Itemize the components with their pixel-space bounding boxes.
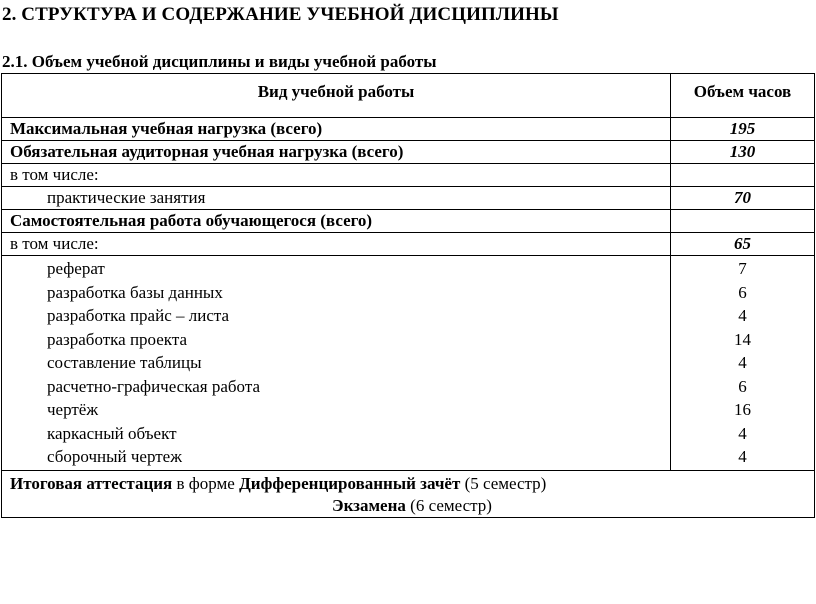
header-hours: Объем часов [671, 74, 815, 118]
exam-label: Экзамена [332, 495, 406, 515]
row-label: Максимальная учебная нагрузка (всего) [2, 118, 671, 141]
list-item-value: 7 [738, 259, 747, 278]
list-item: разработка прайс – листа [47, 306, 230, 325]
table-row [2, 233, 815, 256]
list-item-value: 14 [734, 329, 751, 349]
table-row [2, 210, 815, 233]
exam-semester: (6 семестр) [405, 495, 492, 515]
row-value: 195 [671, 118, 815, 141]
table-row [2, 118, 815, 141]
list-item-value: 4 [738, 423, 747, 443]
sub-items-values [671, 256, 815, 471]
list-item: реферат [47, 259, 105, 278]
final-assessment-line1 [10, 474, 546, 493]
assessment-type: Дифференцированный зачёт [239, 473, 461, 493]
final-assessment-row [2, 470, 815, 517]
row-label: в том числе: [2, 233, 671, 256]
row-label: практические занятия [2, 187, 671, 210]
list-item-value: 4 [738, 353, 747, 372]
sub-items-labels [2, 256, 671, 471]
assessment-label: Итоговая аттестация [10, 473, 173, 493]
final-assessment [2, 470, 815, 517]
list-item-value: 16 [734, 400, 751, 419]
row-value: 65 [671, 233, 815, 256]
list-item: каркасный объект [47, 423, 177, 443]
list-item: чертёж [47, 400, 99, 419]
row-value: 70 [671, 187, 815, 210]
list-item: составление таблицы [47, 353, 202, 372]
assessment-semester: (5 семестр) [460, 473, 547, 493]
row-value [671, 164, 815, 187]
list-item: расчетно-графическая работа [47, 376, 260, 396]
row-label: в том числе: [2, 164, 671, 187]
list-item-value: 4 [738, 447, 747, 466]
list-item: разработка проекта [47, 329, 188, 349]
table-row [2, 141, 815, 164]
row-value: 130 [671, 141, 815, 164]
list-item: разработка базы данных [47, 282, 223, 302]
row-label: Самостоятельная работа обучающегося (всего) [2, 210, 671, 233]
list-item-value: 6 [738, 282, 747, 302]
list-item-value: 4 [738, 306, 747, 325]
sub-items-row [2, 256, 815, 471]
final-assessment-line2 [10, 495, 814, 517]
table-header-row [2, 74, 815, 118]
assessment-form-text: в форме [172, 473, 240, 493]
list-item-value: 6 [738, 376, 747, 396]
row-value [671, 210, 815, 233]
list-item: сборочный чертеж [47, 447, 182, 466]
table-row [2, 164, 815, 187]
section-heading: 2. СТРУКТУРА И СОДЕРЖАНИЕ УЧЕБНОЙ ДИСЦИПЛИНЫ [2, 4, 559, 25]
workload-table [1, 73, 815, 518]
row-label: Обязательная аудиторная учебная нагрузка (всего) [2, 141, 671, 164]
header-work-type: Вид учебной работы [2, 74, 671, 118]
subsection-heading: 2.1. Объем учебной дисциплины и виды учебной работы [2, 52, 437, 71]
table-row [2, 187, 815, 210]
